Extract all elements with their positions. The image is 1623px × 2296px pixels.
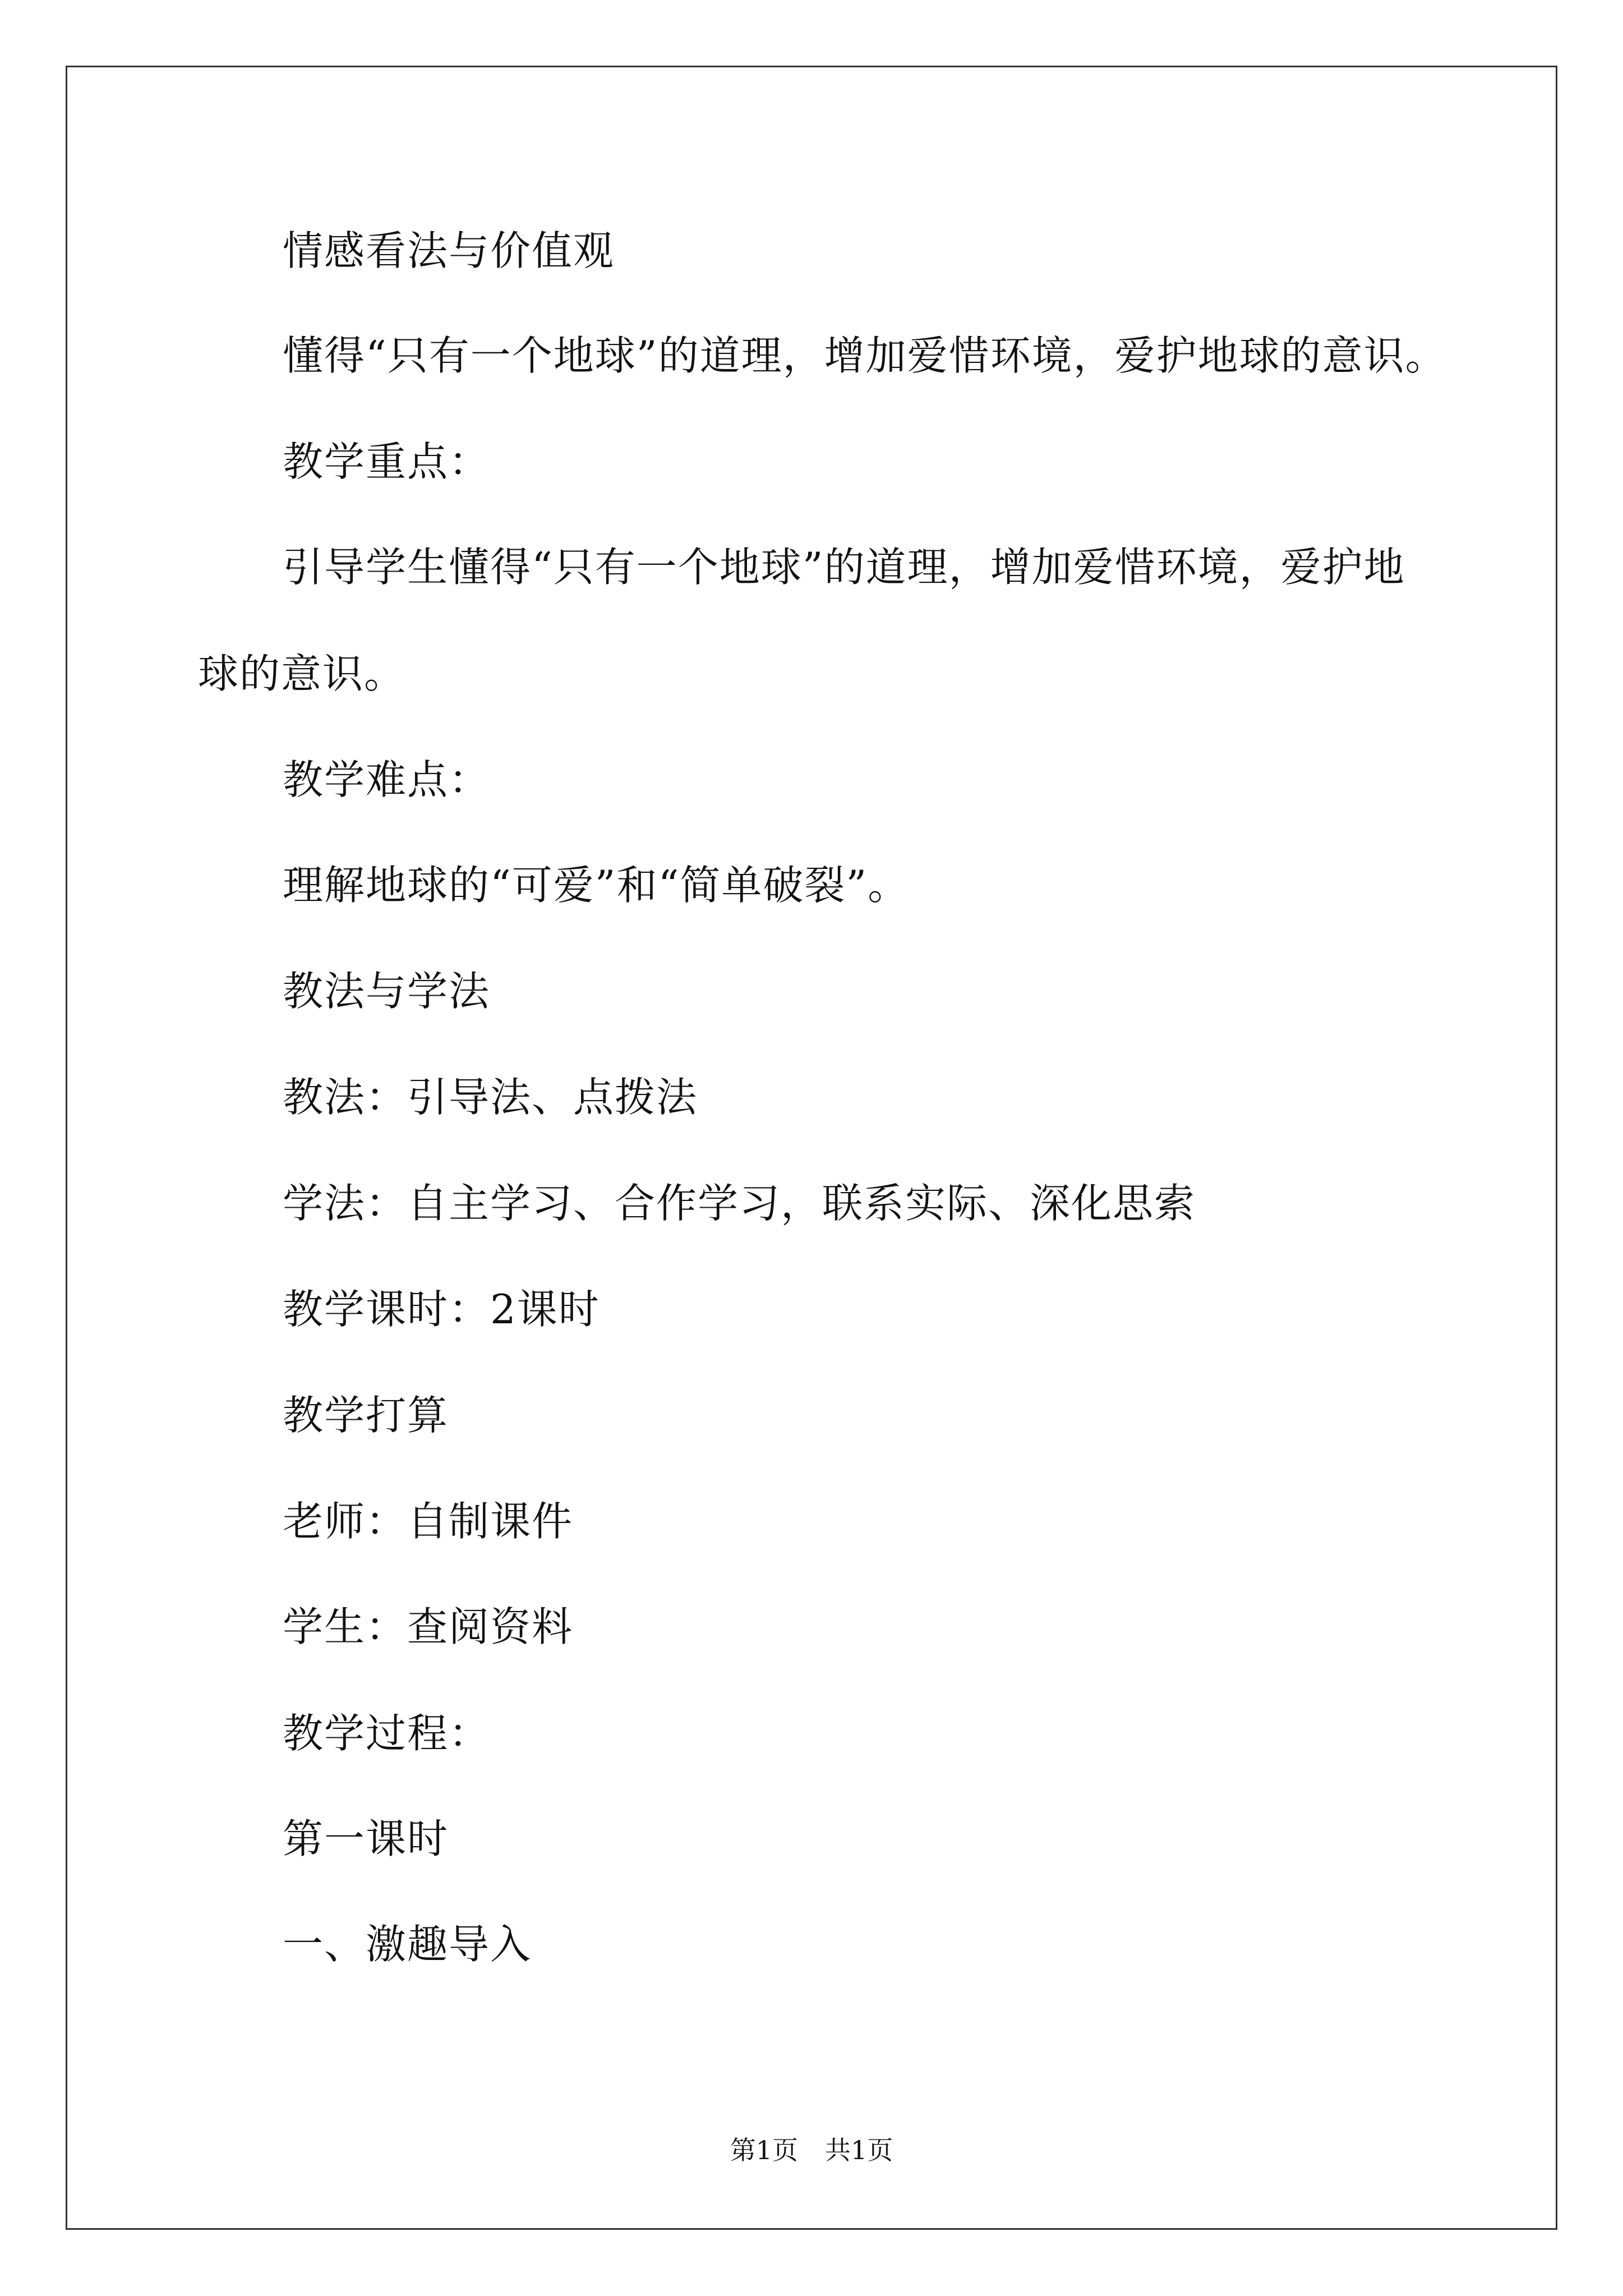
- page-number-current: 第1页: [730, 2135, 798, 2165]
- paragraph-line: 理解地球的“可爱”和“简单破裂”。: [283, 862, 910, 909]
- page-footer: [0, 2137, 1623, 2163]
- paragraph-line: 一、激趣导入: [283, 1921, 532, 1968]
- paragraph-line: 懂得“只有一个地球”的道理，增加爱惜环境，爱护地球的意识。: [283, 332, 1447, 379]
- paragraph-line: 第一课时: [283, 1815, 449, 1862]
- paragraph-line: 教学课时：2课时: [283, 1286, 600, 1333]
- paragraph-line: 学法：自主学习、合作学习，联系实际、深化思索: [283, 1180, 1196, 1227]
- section-heading-difficulties: 教学难点：: [283, 756, 491, 803]
- section-heading-key-points: 教学重点：: [283, 438, 491, 485]
- paragraph-line: 学生：查阅资料: [283, 1603, 574, 1650]
- paragraph-line: 老师：自制课件: [283, 1498, 574, 1545]
- page-border: [66, 66, 1557, 2230]
- section-heading-methods: 教法与学法: [283, 968, 491, 1015]
- section-heading-process: 教学过程：: [283, 1710, 491, 1757]
- section-heading-preparation: 教学打算: [283, 1392, 449, 1439]
- page-number-total: 共1页: [825, 2135, 893, 2165]
- paragraph-line: 引导学生懂得“只有一个地球”的道理，增加爱惜环境，爱护地: [283, 544, 1405, 591]
- paragraph-line-continuation: 球的意识。: [198, 650, 406, 697]
- section-heading-attitude-values: 情感看法与价值观: [283, 227, 615, 274]
- paragraph-line: 教法：引导法、点拨法: [283, 1074, 698, 1121]
